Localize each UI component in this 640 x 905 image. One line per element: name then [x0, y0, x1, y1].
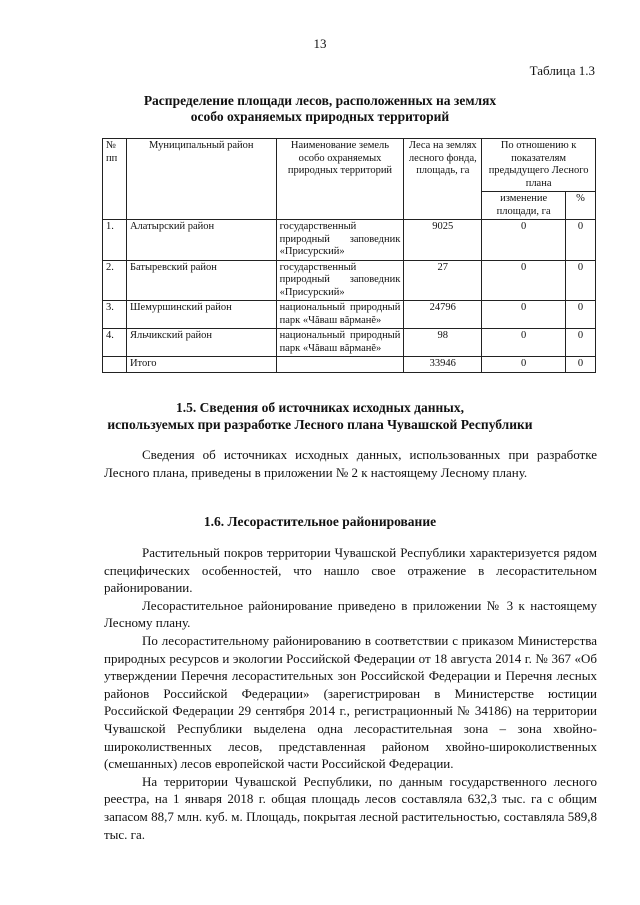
table-row [103, 301, 596, 329]
header-forest-area: Леса на землях лесного фонда, площадь, га [404, 139, 482, 220]
row-territory-name: государственный природный заповедник «Присурский» [276, 220, 404, 261]
header-percent: % [566, 192, 596, 220]
header-num: № пп [103, 139, 127, 220]
section-1-5-title: 1.5. Сведения об источниках исходных данных, используемых при разработке Лесного плана Чувашской Республики [107, 400, 533, 432]
row-district: Алатырский район [126, 220, 276, 261]
table-label: Таблица 1.3 [529, 63, 595, 78]
table-title [60, 93, 580, 125]
table-title-line-1: Распределение площади лесов, расположенных на землях [143, 93, 497, 108]
row-percent: 0 [566, 220, 596, 261]
row-area: 9025 [404, 220, 482, 261]
row-area: 27 [404, 260, 482, 301]
table-row [103, 329, 596, 357]
row-territory-name: национальный природный парк «Чăваш вăрманĕ» [276, 329, 404, 357]
table-row [103, 260, 596, 301]
total-change: 0 [482, 357, 566, 373]
section-1-6-text [104, 544, 597, 843]
total-percent: 0 [566, 357, 596, 373]
row-territory-name: национальный природный парк «Чăваш вăрманĕ» [276, 301, 404, 329]
row-district: Шемуршинский район [126, 301, 276, 329]
header-change: изменение площади, га [482, 192, 566, 220]
row-area: 24796 [404, 301, 482, 329]
table-total-row [103, 357, 596, 373]
row-num: 1. [103, 220, 127, 261]
row-district: Батыревский район [126, 260, 276, 301]
row-territory-name: государственный природный заповедник «Присурский» [276, 260, 404, 301]
row-percent: 0 [566, 301, 596, 329]
header-relation: По отношению к показателям предыдущего Лесного плана [482, 139, 596, 192]
paragraph: Лесорастительное районирование приведено в приложении № 3 к настоящему Лесному плану. [104, 597, 597, 631]
paragraph: На территории Чувашской Республики, по данным государственного лесного реестра, на 1 января 2018 г. общая площадь лесов составляла 632,3 тыс. га с общим запасом 88,7 млн. куб. м. Площадь, покрытая лесной растительностью, составляла 589,8 тыс. га. [104, 773, 597, 842]
row-area: 98 [404, 329, 482, 357]
paragraph: Растительный покров территории Чувашской Республики характеризуется рядом специфических особенностей, что нашло свое отражение в лесорастительном районировании. [104, 545, 597, 596]
section-1-5-text [104, 446, 597, 481]
total-label: Итого [126, 357, 276, 373]
row-change: 0 [482, 301, 566, 329]
row-change: 0 [482, 260, 566, 301]
table-row [103, 220, 596, 261]
page-number: 13 [313, 36, 327, 51]
row-change: 0 [482, 329, 566, 357]
table-header-row [103, 139, 596, 192]
paragraph: Сведения об источниках исходных данных, использованных при разработке Лесного плана, приведены в приложении № 2 к настоящему Лесному плану. [104, 447, 597, 480]
row-num: 2. [103, 260, 127, 301]
row-num: 4. [103, 329, 127, 357]
total-area: 33946 [404, 357, 482, 373]
paragraph: По лесорастительному районированию в соответствии с приказом Министерства природных ресурсов и экологии Российской Федерации от 18 августа 2014 г. № 367 «Об утверждении Перечня лесорастительных зон Российской Федерации и Перечня лесных районов Российской Федерации» (зарегистрирован в Министерстве юстиции Российской Федерации 29 сентября 2014 г., регистрационный № 34186) на территории Чувашской Республики выделена одна лесорастительная зона – зона хвойно-широколиственных лесов, представленная районом хвойно-широколиственных (смешанных) лесов европейской части Российской Федерации. [104, 632, 597, 772]
table-title-line-2: особо охраняемых природных территорий [190, 109, 450, 124]
row-district: Яльчикский район [126, 329, 276, 357]
section-1-6-title: 1.6. Лесорастительное районирование [203, 514, 437, 529]
row-num: 3. [103, 301, 127, 329]
forest-area-table [102, 138, 596, 373]
header-district: Муниципальный район [126, 139, 276, 220]
row-percent: 0 [566, 260, 596, 301]
row-percent: 0 [566, 329, 596, 357]
row-change: 0 [482, 220, 566, 261]
header-territory-name: Наименование земель особо охраняемых природных территорий [276, 139, 404, 220]
